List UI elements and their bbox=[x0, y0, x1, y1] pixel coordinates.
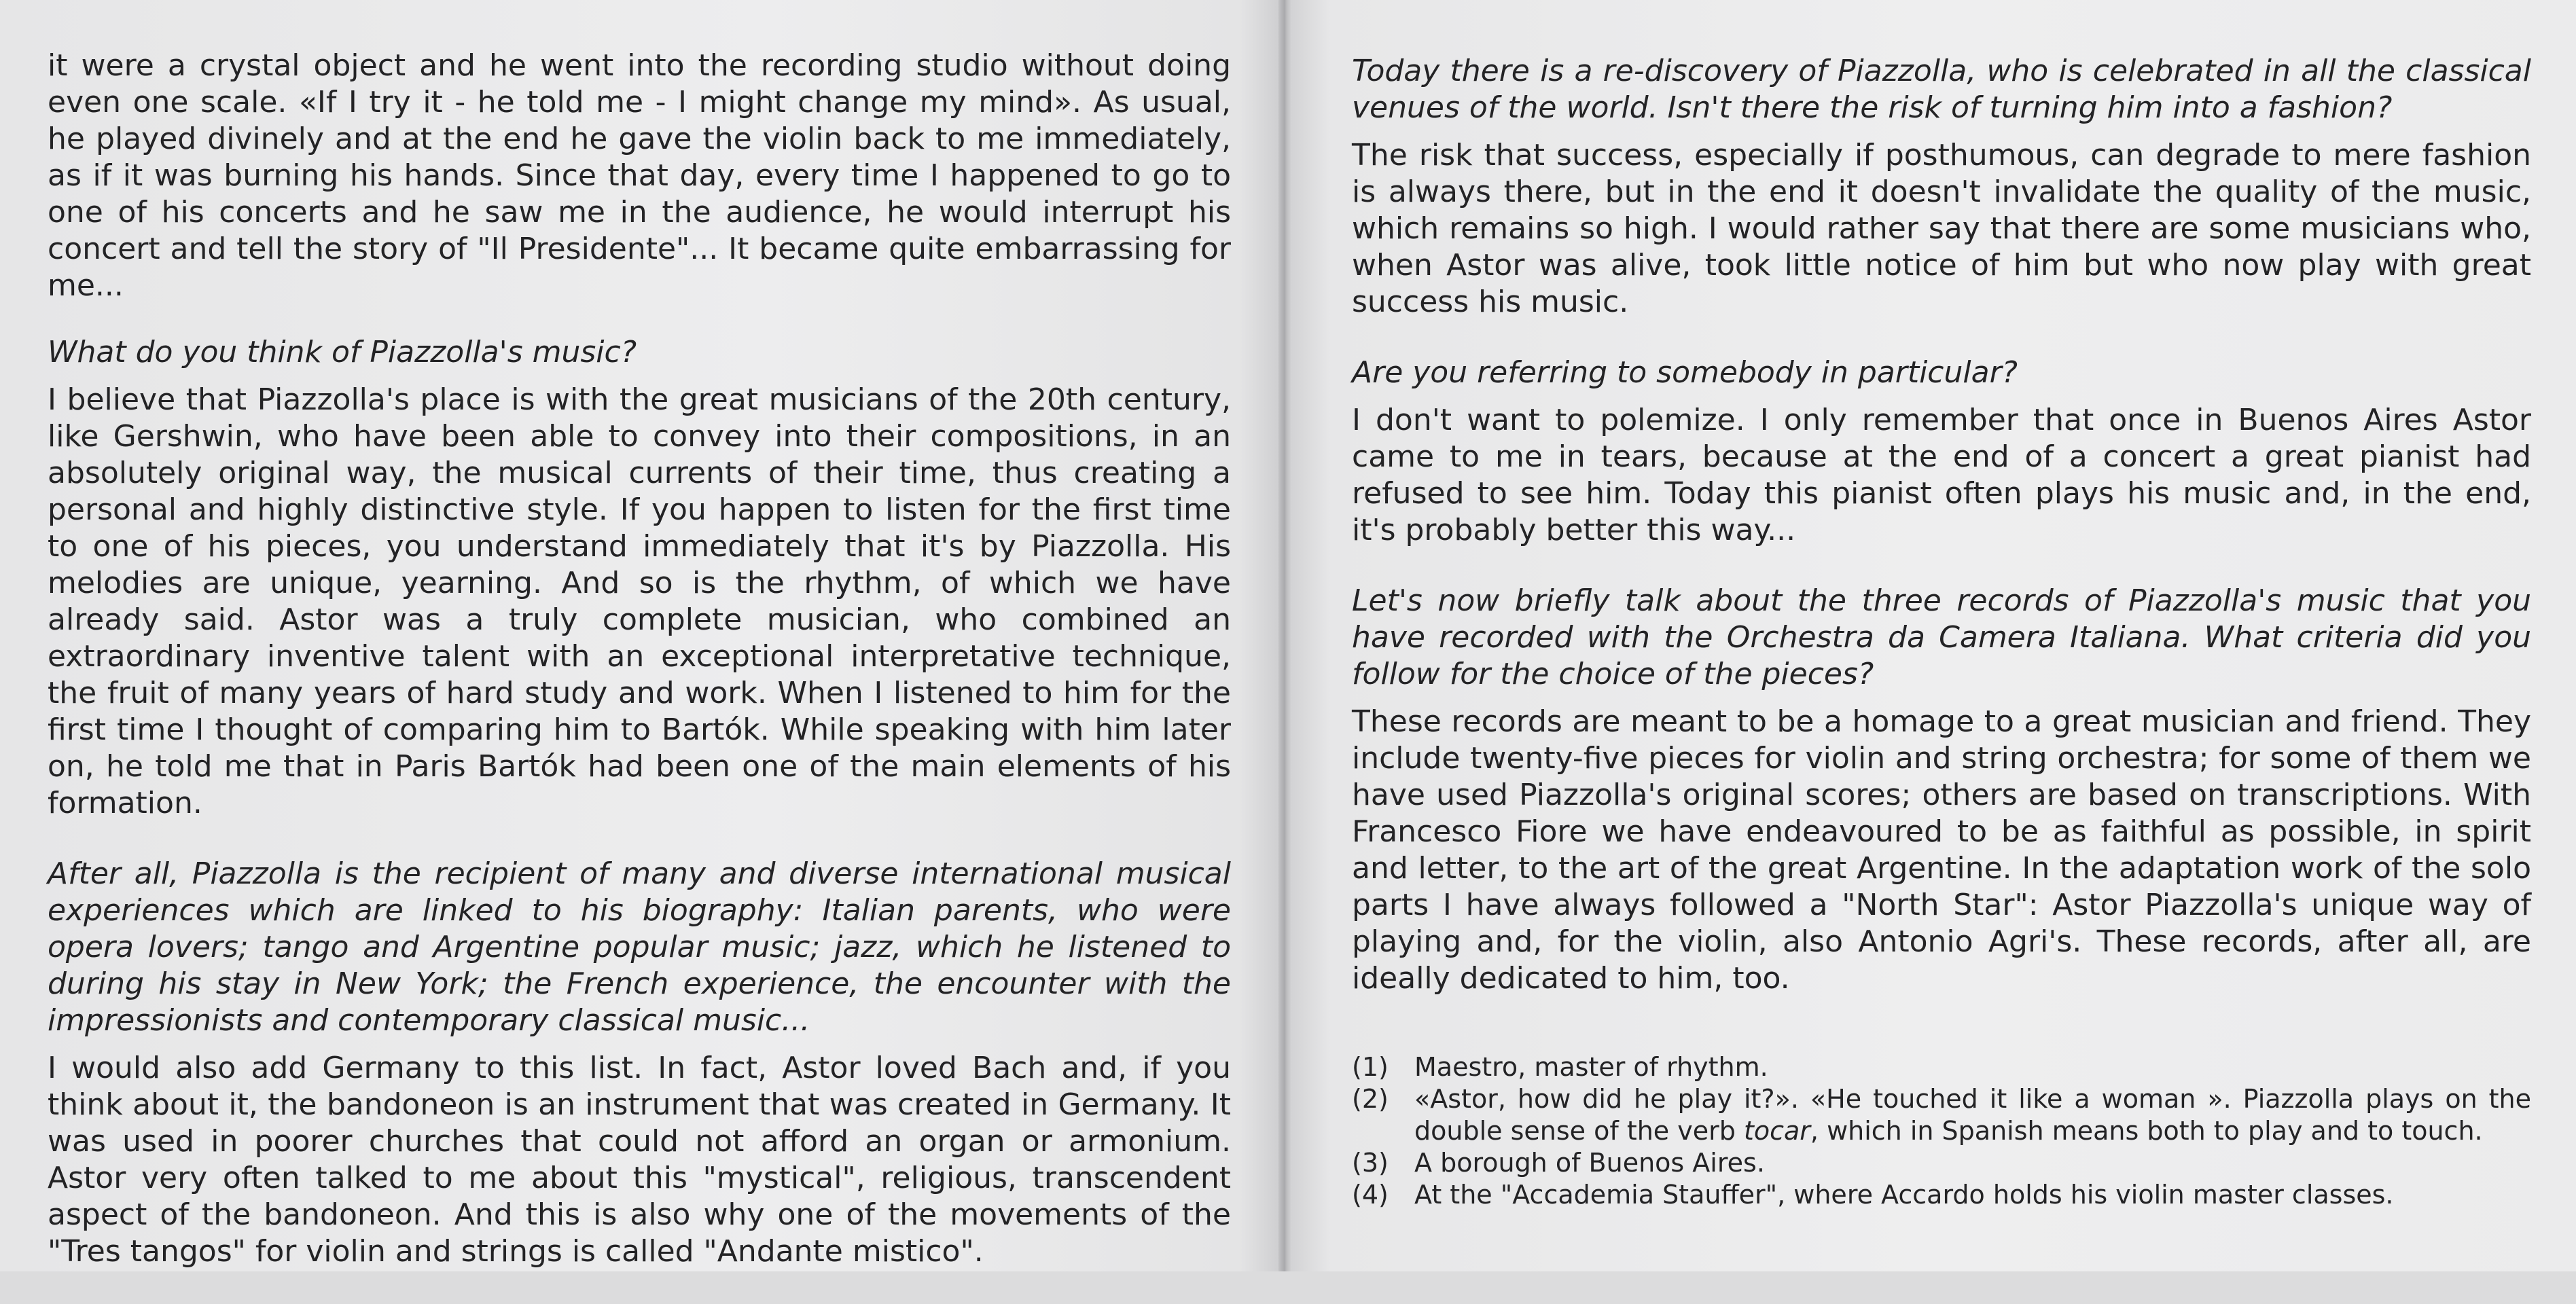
right-text-column bbox=[1352, 53, 2531, 1031]
interview-answer: The risk that success, especially if posthumous, can degrade to mere fashion is always there, but in the end it doesn't invalidate the quality of the music, which remains so high. I would rather say that there are some musicians who, when Astor was alive, took little notice of him but who now play with great success his music. bbox=[1352, 138, 2531, 319]
interview-answer: I don't want to polemize. I only remember that once in Buenos Aires Astor came to me in tears, because at the end of a concert a great pianist had refused to see him. Today this pianist often plays his music and, in the end, it's probably better this way... bbox=[1352, 403, 2531, 547]
interview-question: Today there is a re-discovery of Piazzolla, who is celebrated in all the classical venues of the world. Isn't there the risk of turning him into a fashion? bbox=[1352, 54, 2531, 125]
page-gutter bbox=[1278, 0, 1292, 1271]
footnote-text: A borough of Buenos Aires. bbox=[1414, 1148, 1765, 1178]
interview-question: What do you think of Piazzolla's music? bbox=[48, 335, 637, 369]
right-page bbox=[1292, 0, 2576, 1271]
left-page bbox=[0, 0, 1278, 1271]
footnote-text-part: «Astor, how did he play it?». «He touched it like a woman ». Piazzolla plays on the double sense of the verb bbox=[1414, 1084, 2531, 1146]
footnote bbox=[1352, 1179, 2531, 1211]
interview-question: Are you referring to somebody in particular? bbox=[1352, 355, 2018, 390]
footnote bbox=[1352, 1147, 2531, 1179]
footnote-number: (4) bbox=[1352, 1180, 1389, 1210]
interview-answer: I believe that Piazzolla's place is with the great musicians of the 20th century, like Gershwin, who have been able to convey into their compositions, in an absolutely original way, the musical currents of their time, thus creating a personal and highly distinctive style. If you happen to listen for the first time to one of his pieces, you understand immediately that it's by Piazzolla. His melodies are unique, yearning. And so is the rhythm, of which we have already said. Astor was a truly complete musician, who combined an extraordinary inventive talent with an exceptional interpretative technique, the fruit of many years of hard study and work. When I listened to him for the first time I thought of comparing him to Bartók. While speaking with him later on, he told me that in Paris Bartók had been one of the main elements of his formation. bbox=[48, 382, 1231, 820]
interview-answer: I would also add Germany to this list. In fact, Astor loved Bach and, if you think about it, the bandoneon is an instrument that was created in Germany. It was used in poorer churches that could not afford an organ or armonium. Astor very often talked to me about this "mystical", religious, transcendent aspect of the bandoneon. And this is also why one of the movements of the "Tres tangos" for violin and strings is called "Andante mistico". bbox=[48, 1051, 1231, 1269]
footnote bbox=[1352, 1051, 2531, 1083]
footnote-text: Maestro, master of rhythm. bbox=[1414, 1052, 1768, 1082]
footnote-text bbox=[1414, 1083, 2531, 1147]
footnote bbox=[1352, 1083, 2531, 1147]
left-text-column bbox=[48, 48, 1231, 1304]
footnotes bbox=[1352, 1051, 2531, 1211]
footnote-number: (2) bbox=[1352, 1084, 1389, 1114]
footnote-text: At the "Accademia Stauffer", where Accardo holds his violin master classes. bbox=[1414, 1180, 2394, 1210]
footnote-text-part: , which in Spanish means both to play and to touch. bbox=[1810, 1116, 2483, 1146]
interview-question: Let's now briefly talk about the three records of Piazzolla's music that you have recorded with the Orchestra da Camera Italiana. What criteria did you follow for the choice of the pieces? bbox=[1352, 583, 2531, 691]
footnote-number: (1) bbox=[1352, 1052, 1389, 1082]
footnote-emphasis: tocar bbox=[1743, 1116, 1810, 1146]
footnote-number: (3) bbox=[1352, 1148, 1389, 1178]
paragraph-continuation: it were a crystal object and he went into the recording studio without doing even one scale. «If I try it - he told me - I might change my mind». As usual, he played divinely and at the end he gave the violin back to me immediately, as if it was burning his hands. Since that day, every time I happened to go to one of his concerts and he saw me in the audience, he would interrupt his concert and tell the story of "Il Presidente"... It became quite embarrassing for me... bbox=[48, 48, 1231, 303]
interview-question: After all, Piazzolla is the recipient of many and diverse international musical experiences which are linked to his biography: Italian parents, who were opera lovers; tango and Argentine popular music; jazz, which he listened to during his stay in New York; the French experience, the encounter with the impressionists and contemporary classical music... bbox=[48, 856, 1231, 1038]
interview-answer: These records are meant to be a homage to a great musician and friend. They include twenty-five pieces for violin and string orchestra; for some of them we have used Piazzolla's original scores; others are based on transcriptions. With Francesco Fiore we have endeavoured to be as faithful as possible, in spirit and letter, to the art of the great Argentine. In the adaptation work of the solo parts I have always followed a "North Star": Astor Piazzolla's unique way of playing and, for the violin, also Antonio Agri's. These records, after all, are ideally dedicated to him, too. bbox=[1352, 704, 2531, 996]
